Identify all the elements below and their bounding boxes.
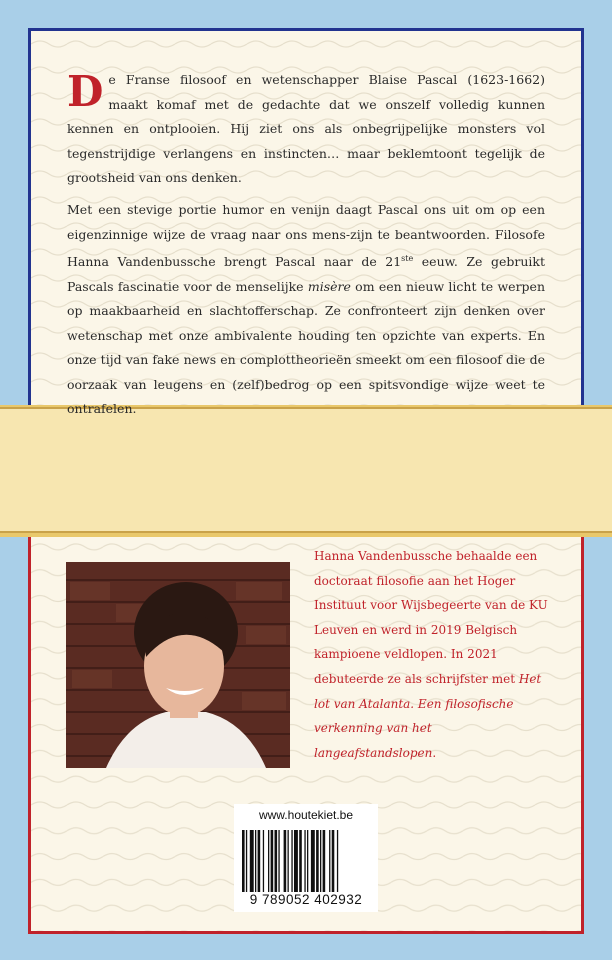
barcode-bar xyxy=(242,830,245,892)
barcode-area xyxy=(234,804,378,912)
barcode-bar xyxy=(284,830,287,892)
author-bio xyxy=(314,544,554,765)
barcode-bar xyxy=(278,830,279,892)
barcode-bar xyxy=(275,830,278,892)
barcode-bar xyxy=(258,830,261,892)
barcode-bar xyxy=(250,830,254,892)
barcode-bar xyxy=(307,830,308,892)
barcode-bar xyxy=(311,830,315,892)
blurb-p1-text: e Franse filosoof en wetenschapper Blaise Pascal (1623-1662) maakt komaf met de gedachte dat we onszelf volledig kunnen kennen en ontplooien. Hij ziet ons als onbegrijpelijke monsters vol tegenstrijdige verlangens en instincten… maar beklemtoont tegelijk de grootsheid van ons denken. xyxy=(67,72,545,185)
barcode-bar xyxy=(320,830,321,892)
barcode-bar xyxy=(332,830,335,892)
publisher-url: www.houtekiet.be xyxy=(258,808,354,822)
barcode-bar xyxy=(271,830,274,892)
title-band xyxy=(0,405,612,537)
blurb-p2-text-b: eeuw. Ze gebruikt Pascals fascinatie voor de menselijke xyxy=(67,254,545,294)
band-divider xyxy=(0,531,612,533)
blurb-paragraph-2 xyxy=(67,198,545,422)
barcode-bar xyxy=(299,830,302,892)
isbn-number: 9 789052 402932 xyxy=(249,892,363,907)
barcode-bar xyxy=(268,830,269,892)
barcode-bar xyxy=(323,830,326,892)
bio-text: Hanna Vandenbussche behaalde een doctoraat filosofie aan het Hoger Instituut voor Wijsbegeerte van de KU Leuven en werd in 2019 Belgisch kampioene veldlopen. In 2021 debuteerde ze als schrijfster met xyxy=(314,549,548,686)
barcode-bar xyxy=(304,830,305,892)
barcode-image xyxy=(242,830,370,892)
century-superscript: ste xyxy=(401,254,414,263)
blurb-p2-italic: misère xyxy=(307,278,351,294)
barcode-bar xyxy=(255,830,256,892)
barcode-bar xyxy=(263,830,264,892)
barcode-bar xyxy=(246,830,247,892)
blurb-p2-text-c: om een nieuw licht te werpen op maakbaarheid en slachtofferschap. Ze confronteert zijn denken over wetenschap met onze ambivalente houding ten opzichte van experts. En onze tijd van fake news en complottheorieën smeekt om een filosoof die de oorzaak van leugens en (zelf)bedrog op een spitsvondige wijze weet te ontrafelen. xyxy=(67,278,545,417)
blurb-paragraph-1 xyxy=(67,68,545,191)
barcode-bar xyxy=(291,830,292,892)
blurb-p2-text-a: Met een stevige portie humor en venijn daagt Pascal ons uit om op een eigenzinnige wijze de vraag naar ons mens-zijn te beantwoorden. Filosofe Hanna Vandenbussche brengt Pascal naar de 21 xyxy=(67,202,545,270)
barcode-bar xyxy=(288,830,289,892)
book-title: Het lot van Atalanta. Een filosofische verkenning van het langeafstandslopen xyxy=(314,671,542,760)
barcode-bar xyxy=(294,830,298,892)
barcode-bar xyxy=(316,830,319,892)
author-photo xyxy=(66,562,290,768)
barcode-bar xyxy=(329,830,330,892)
barcode-bar xyxy=(337,830,338,892)
bio-end: . xyxy=(432,745,437,760)
drop-cap: D xyxy=(67,67,104,116)
